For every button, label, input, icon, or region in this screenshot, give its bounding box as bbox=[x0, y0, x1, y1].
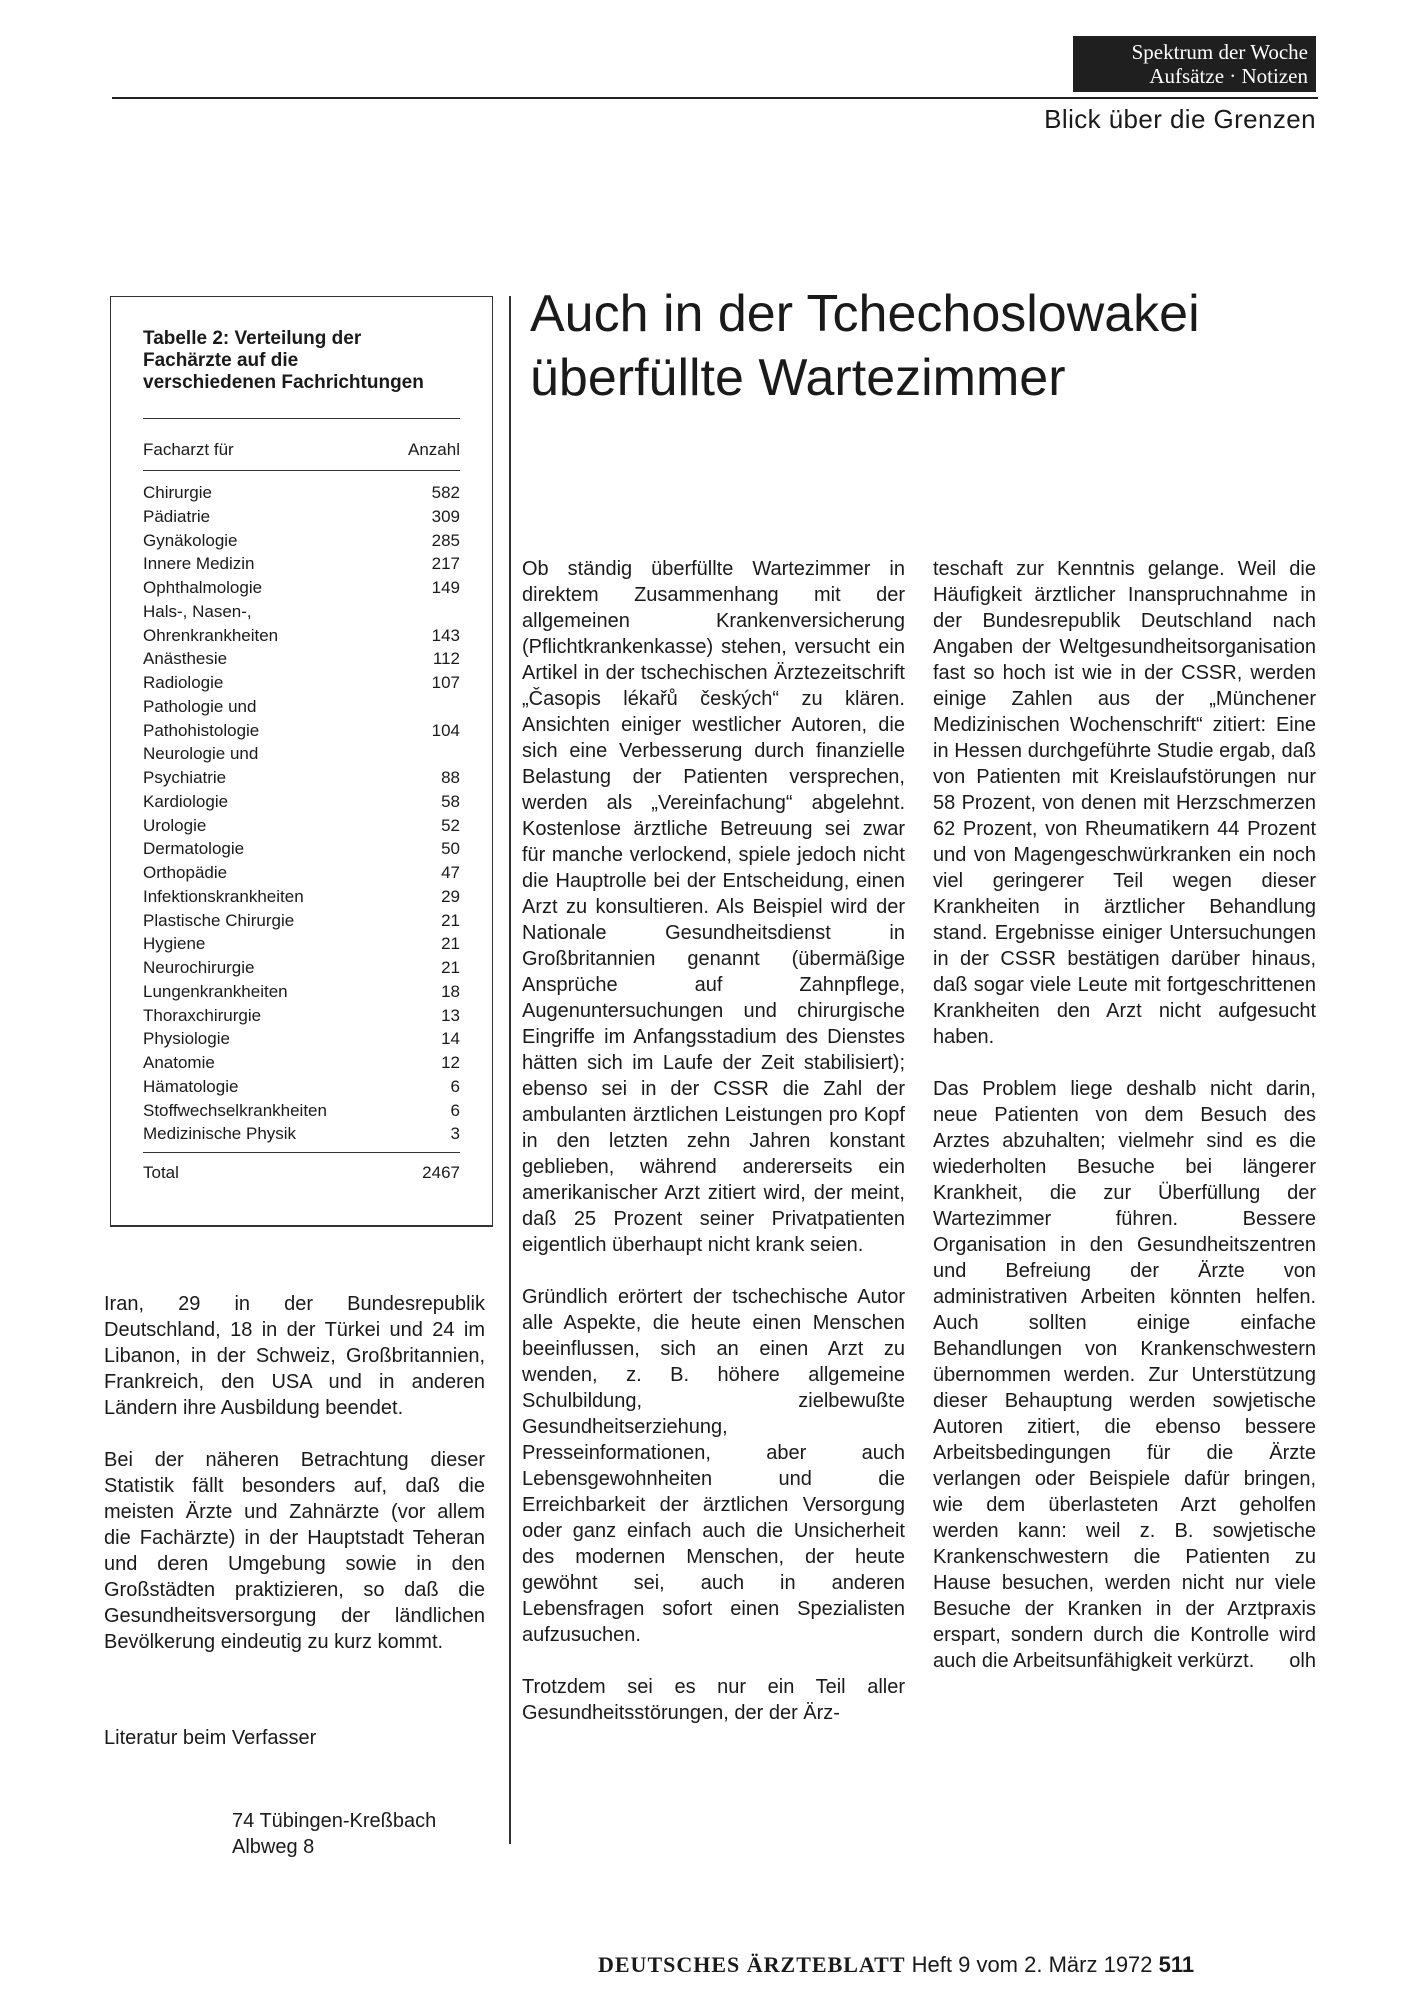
issue-info: Heft 9 vom 2. März 1972 bbox=[911, 1952, 1153, 1977]
author-address bbox=[232, 1808, 436, 1860]
paragraph: teschaft zur Kenntnis gelange. Weil die Häufigkeit ärztlicher Inanspruchnahme in der Bundesrepublik Deutschland nach Angaben der Weltgesundheitsorganisation fast so hoch ist wie in der CSSR, werden einige Zahlen aus der „Münchener Medizinischen Wochenschrift“ zitiert: Eine in Hessen durchgeführte Studie ergab, daß von Patienten mit Kreislaufstörungen nur 58 Prozent, von denen mit Herzschmerzen 62 Prozent, von Rheumatikern 44 Prozent und von Magengeschwürkranken ein noch viel geringerer Teil wegen dieser Krankheiten in ärztlicher Behandlung stand. Ergebnisse einiger Untersuchungen in der CSSR bestätigen darüber hinaus, daß sogar viele Leute mit fortgeschrittenen Krankheiten den Arzt nicht aufgesucht haben. bbox=[933, 558, 1316, 1048]
specialty-name: Pädiatrie bbox=[143, 506, 211, 526]
specialty-count: 112 bbox=[432, 649, 460, 669]
specialty-count: 12 bbox=[441, 1053, 460, 1072]
specialty-count: 149 bbox=[431, 578, 460, 597]
specialty-name: Thoraxchirurgie bbox=[143, 1005, 262, 1025]
specialty-count: 217 bbox=[431, 554, 460, 574]
table-header bbox=[143, 440, 460, 462]
table-row bbox=[143, 529, 460, 553]
specialty-count: 21 bbox=[441, 958, 460, 977]
specialty-name: Lungenkrankheiten bbox=[143, 981, 288, 1001]
paragraph: Bei der näheren Betrachtung dieser Statistik fällt besonders auf, daß die meisten Ärzte und Zahnärzte (vor allem die Fachärzte) in der Hauptstadt Teheran und deren Umgebung sowie in den Großstädten praktizieren, so daß die Gesundheitsversorgung der ländlichen Bevölkerung eindeutig zu kurz kommt. bbox=[104, 1449, 485, 1653]
page-footer bbox=[598, 1952, 1194, 1978]
caption-line: verschiedenen Fachrichtungen bbox=[143, 372, 424, 393]
specialty-count: 13 bbox=[441, 1005, 460, 1025]
address-line: Albweg 8 bbox=[232, 1836, 315, 1858]
specialty-name: Neurochirurgie bbox=[143, 958, 255, 977]
specialty-count: 3 bbox=[450, 1124, 460, 1144]
specialty-count: 14 bbox=[441, 1029, 460, 1049]
table-rule bbox=[143, 1152, 460, 1153]
specialty-count: 21 bbox=[441, 934, 460, 954]
specialty-name: Hämatologie bbox=[143, 1076, 239, 1096]
table-row bbox=[143, 861, 460, 885]
table-row bbox=[143, 1075, 460, 1099]
specialty-name: Hygiene bbox=[143, 934, 206, 954]
specialty-name-cont: Pathohistologie bbox=[143, 720, 260, 740]
specialty-count: 88 bbox=[441, 768, 460, 787]
specialty-name: Anatomie bbox=[143, 1053, 215, 1072]
title-line-2: überfüllte Wartezimmer bbox=[530, 349, 1066, 407]
specialty-name: Radiologie bbox=[143, 673, 224, 692]
specialty-name: Gynäkologie bbox=[143, 530, 238, 550]
specialty-count: 104 bbox=[431, 720, 460, 740]
specialty-count: 52 bbox=[441, 815, 460, 835]
specialty-name: Kardiologie bbox=[143, 791, 229, 811]
table-row bbox=[143, 932, 460, 956]
table-row bbox=[143, 1027, 460, 1051]
col-header-specialty: Facharzt für bbox=[143, 440, 234, 459]
table-row bbox=[143, 956, 460, 980]
header-rule bbox=[112, 97, 1318, 99]
specialty-count: 143 bbox=[431, 625, 460, 645]
specialty-name-cont: Ohrenkrankheiten bbox=[143, 625, 279, 645]
title-line-1: Auch in der Tchechoslowakei bbox=[530, 285, 1200, 343]
text-column-3 bbox=[933, 556, 1316, 1674]
col-header-count: Anzahl bbox=[408, 440, 460, 459]
table-row bbox=[143, 1004, 460, 1028]
specialty-name: Anästhesie bbox=[143, 649, 228, 669]
paragraph: Ob ständig überfüllte Wartezimmer in direktem Zusammenhang mit der allgemeinen Krankenversicherung (Pflichtkrankenkasse) stehen, versucht ein Artikel in der tschechischen Ärztezeitschrift „Časopis lékařů českých“ zu klären. Ansichten einiger westlicher Autoren, die sich eine Verbesserung durch finanzielle Belastung der Patienten versprechen, werden als „Vereinfachung“ abgelehnt. Kostenlose ärztliche Betreuung sei zwar für manche verlockend, spiele jedoch nicht die Hauptrolle bei der Entscheidung, einen Arzt zu konsultieren. Als Beispiel wird der Nationale Gesundheitsdienst in Großbritannien genannt (übermäßige Ansprüche auf Zahnpflege, Augenuntersuchungen und chirurgische Eingriffe im Anfangsstadium des Dienstes hätten sich im Laufe der Zeit stabilisiert); ebenso sei in der CSSR die Zahl der ambulanten ärztlichen Leistungen pro Kopf in den letzten zehn Jahren konstant geblieben, während andererseits ein amerikanischer Arzt zitiert wird, der meint, daß 25 Prozent seiner Privatpatienten eigentlich überhaupt nicht krank seien. bbox=[522, 558, 905, 1256]
address-line: 74 Tübingen-Kreßbach bbox=[232, 1810, 437, 1832]
specialty-name-cont: Psychiatrie bbox=[143, 768, 227, 787]
table-row bbox=[143, 552, 460, 576]
table-row bbox=[143, 647, 460, 671]
table-row bbox=[143, 671, 460, 695]
total-value: 2467 bbox=[422, 1163, 460, 1182]
caption-line: Tabelle 2: Verteilung der bbox=[143, 328, 362, 349]
specialty-count: 58 bbox=[441, 791, 460, 811]
specialty-count: 50 bbox=[441, 839, 460, 859]
total-label: Total bbox=[143, 1163, 179, 1182]
article-title bbox=[530, 282, 1330, 410]
table-row bbox=[143, 837, 460, 861]
table-body bbox=[143, 481, 460, 1146]
specialty-name: Urologie bbox=[143, 815, 207, 835]
table-rule bbox=[143, 418, 460, 419]
paragraph: Iran, 29 in der Bundesrepublik Deutschland, 18 in der Türkei und 24 im Libanon, in der Schweiz, Großbritannien, Frankreich, den USA und in anderen Ländern ihre Ausbildung beendet. bbox=[104, 1293, 485, 1419]
text-column-2 bbox=[522, 556, 905, 1726]
specialty-name: Innere Medizin bbox=[143, 554, 255, 574]
specialty-name: Neurologie und bbox=[143, 744, 259, 764]
section-title: Blick über die Grenzen bbox=[1044, 104, 1316, 134]
table-row bbox=[143, 695, 460, 743]
specialty-name: Plastische Chirurgie bbox=[143, 910, 295, 930]
table-box-bottom-rule bbox=[110, 1225, 493, 1227]
specialty-name: Dermatologie bbox=[143, 839, 245, 859]
specialty-count: 6 bbox=[450, 1076, 460, 1096]
table-row bbox=[143, 814, 460, 838]
specialty-count: 6 bbox=[450, 1100, 460, 1120]
table-row bbox=[143, 576, 460, 600]
paragraph-text: Das Problem liege deshalb nicht darin, neue Patienten von dem Besuch des Arztes abzuhalten; vielmehr sind es die wiederholten Besuche bei längerer Krankheit, die zur Überfüllung der Wartezimmer führen. Bessere Organisation in den Gesundheitszentren und Befreiung der Ärzte von administrativen Arbeiten könnten helfen. Auch sollten einige einfache Behandlungen von Krankenschwestern übernommen werden. Zur Unterstützung dieser Behauptung werden sowjetische Autoren zitiert, die ebenso bessere Arbeitsbedingungen für die Ärzte verlangen oder Beispiele dafür bringen, wie dem überlasteten Arzt geholfen werden kann: weil z. B. sowjetische Krankenschwestern die Patienten zu Hause besuchen, werden nicht nur viele Besuche der Kranken in der Arztpraxis erspart, sondern durch die Kontrolle wird auch die Arbeitsunfähigkeit verkürzt. bbox=[933, 1078, 1316, 1672]
specialty-name: Medizinische Physik bbox=[143, 1124, 297, 1144]
badge-line-2: Aufsätze · Notizen bbox=[1149, 64, 1308, 88]
specialty-count: 285 bbox=[431, 530, 460, 550]
literature-note: Literatur beim Verfasser bbox=[104, 1727, 317, 1749]
badge-line-1: Spektrum der Woche bbox=[1131, 40, 1308, 64]
table-row bbox=[143, 1122, 460, 1146]
table-row bbox=[143, 790, 460, 814]
paragraph: Gründlich erörtert der tschechische Autor alle Aspekte, die heute einen Menschen beeinflussen, sich an einen Arzt zu wenden, z. B. höhere allgemeine Schulbildung, zielbewußte Gesundheitserziehung, Presseinformationen, aber auch Lebensgewohnheiten und die Erreichbarkeit der ärztlichen Versorgung oder ganz einfach auch die Unsicherheit des modernen Menschen, der heute gewöhnt sei, auch in anderen Lebensfragen sofort einen Spezialisten aufzusuchen. bbox=[522, 1286, 905, 1646]
table-caption bbox=[143, 328, 463, 394]
paragraph bbox=[933, 1076, 1316, 1674]
table-total bbox=[143, 1163, 460, 1187]
specialty-name: Physiologie bbox=[143, 1029, 230, 1049]
specialty-count: 29 bbox=[441, 886, 460, 906]
specialty-name: Pathologie und bbox=[143, 696, 257, 716]
table-rule bbox=[143, 470, 460, 471]
specialty-name: Infektionskrankheiten bbox=[143, 886, 304, 906]
specialty-name: Chirurgie bbox=[143, 483, 212, 502]
table-row bbox=[143, 600, 460, 648]
specialty-count: 107 bbox=[431, 673, 460, 692]
table-row bbox=[143, 885, 460, 909]
specialty-count: 582 bbox=[431, 483, 460, 502]
text-column-1 bbox=[104, 1291, 485, 1655]
table-row bbox=[143, 1051, 460, 1075]
specialty-name: Ophthalmologie bbox=[143, 578, 263, 597]
caption-line: Fachärzte auf die bbox=[143, 350, 299, 371]
column-divider bbox=[509, 296, 511, 1844]
table-row bbox=[143, 505, 460, 529]
table-row bbox=[143, 481, 460, 505]
table-row bbox=[143, 742, 460, 790]
specialty-name: Stoffwechselkrankheiten bbox=[143, 1100, 327, 1120]
specialty-count: 309 bbox=[431, 506, 460, 526]
section-badge bbox=[1073, 36, 1316, 92]
specialty-count: 21 bbox=[441, 910, 460, 930]
table-row bbox=[143, 980, 460, 1004]
specialty-count: 18 bbox=[441, 981, 460, 1001]
table-row bbox=[143, 1099, 460, 1123]
table-row bbox=[143, 909, 460, 933]
page-number: 511 bbox=[1158, 1952, 1195, 1977]
specialty-count: 47 bbox=[441, 863, 460, 882]
specialty-name: Hals-, Nasen-, bbox=[143, 601, 252, 621]
specialty-name: Orthopädie bbox=[143, 863, 228, 882]
journal-masthead: DEUTSCHES ÄRZTEBLATT bbox=[598, 1952, 906, 1977]
paragraph: Trotzdem sei es nur ein Teil aller Gesundheitsstörungen, der der Ärz- bbox=[522, 1676, 905, 1724]
author-signature: olh bbox=[1289, 1650, 1316, 1672]
